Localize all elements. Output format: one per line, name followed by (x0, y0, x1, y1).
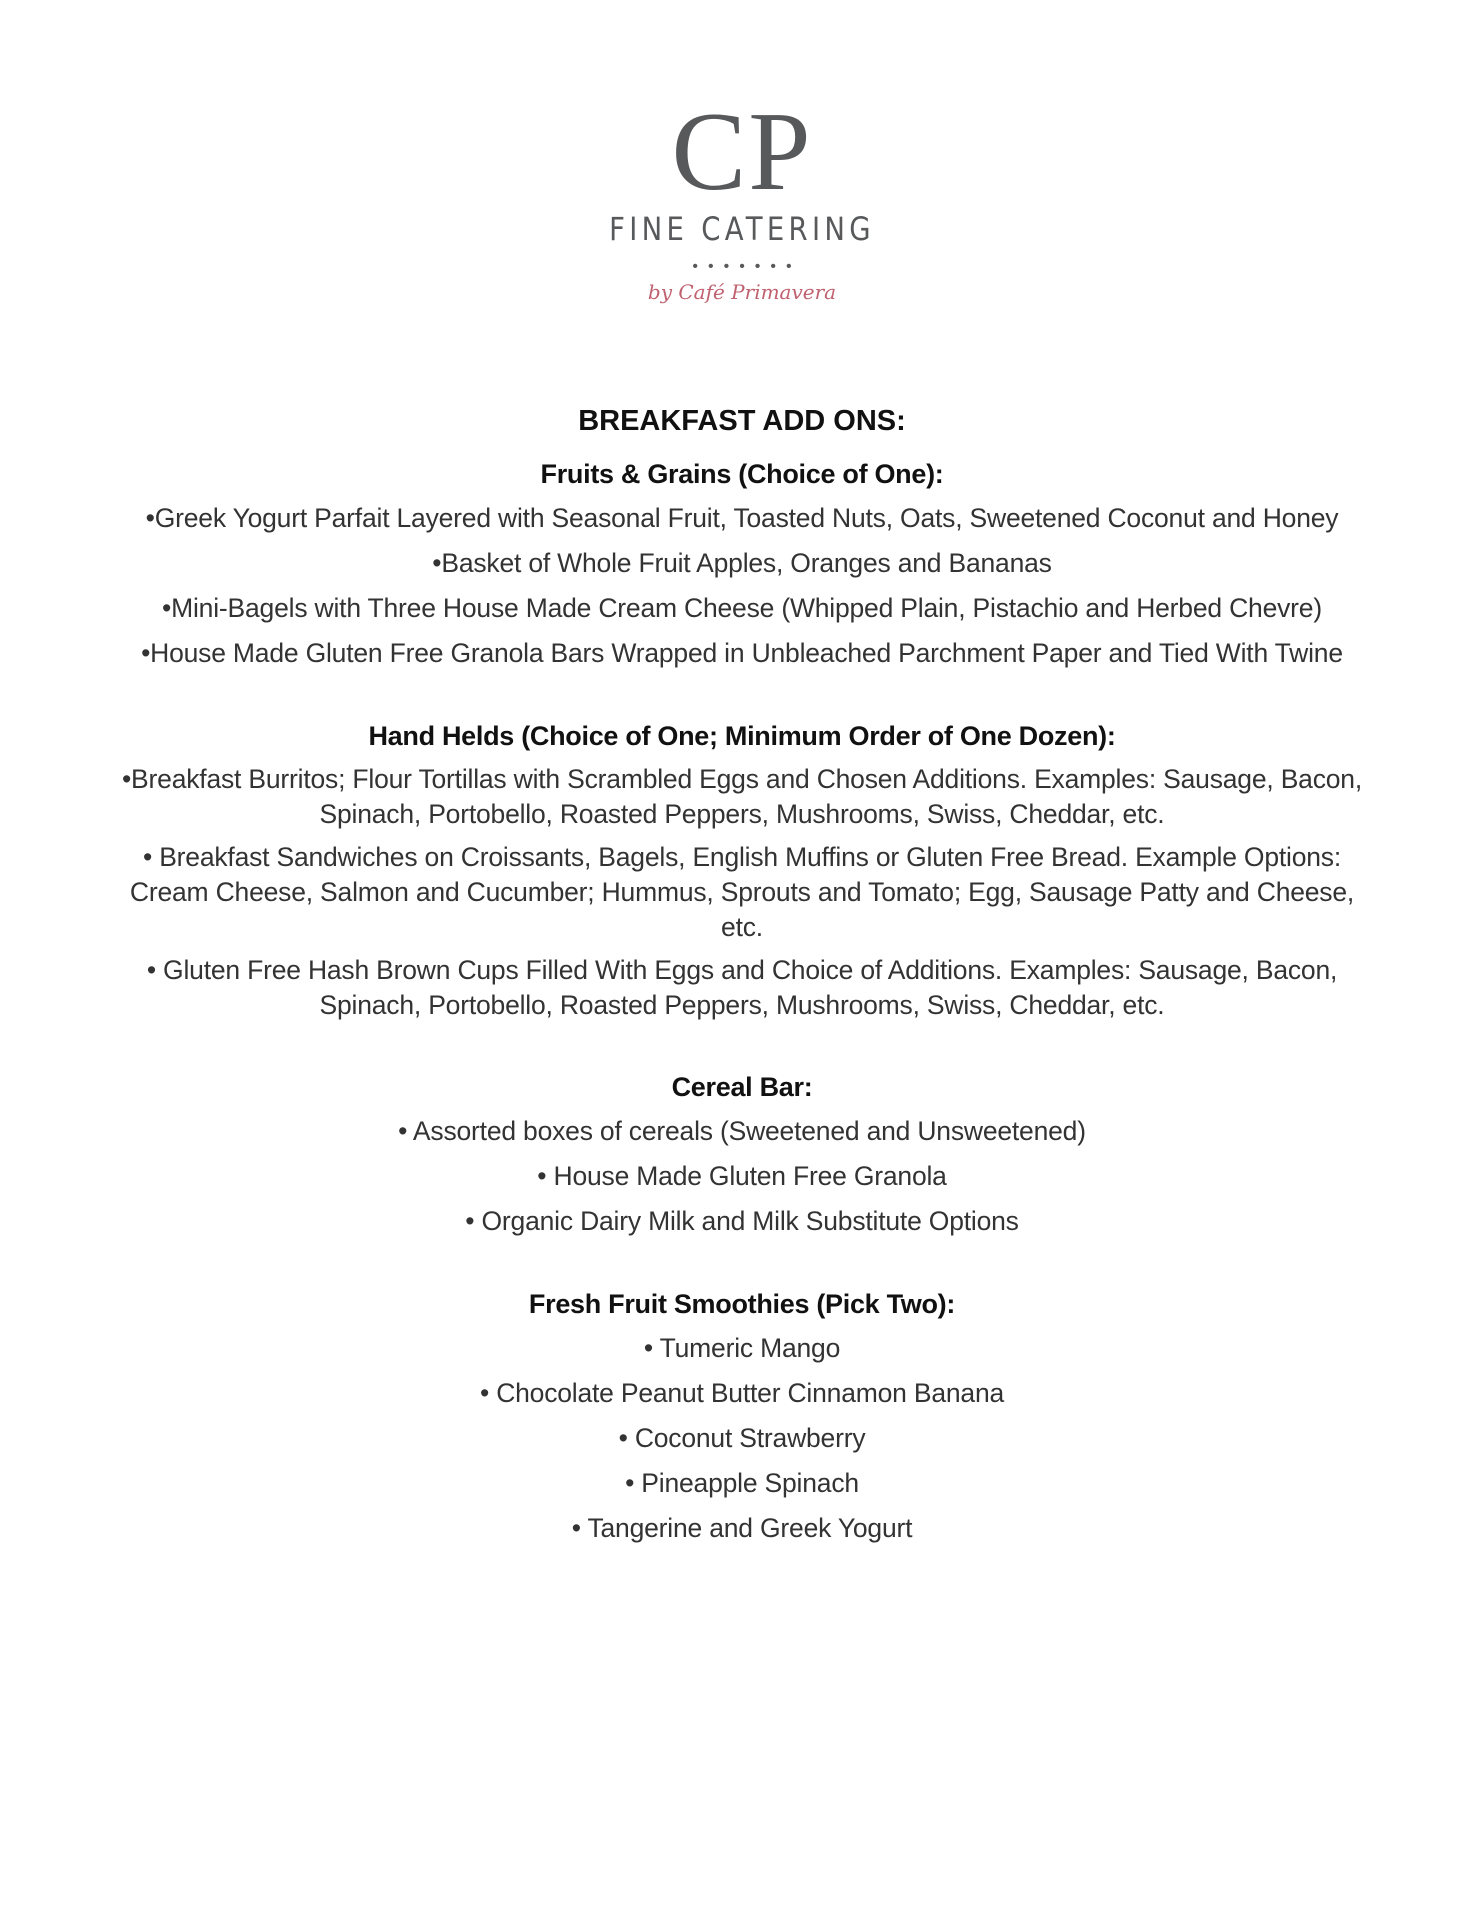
logo (0, 90, 1484, 304)
section-cereal-bar (80, 1065, 1404, 1244)
list-item: • Chocolate Peanut Butter Cinnamon Banana (479, 1378, 1005, 1408)
item-list (80, 496, 1404, 676)
logo-company-name: FINE CATERING (609, 210, 875, 248)
section-heading: Hand Helds (Choice of One; Minimum Order of One Dozen): (368, 721, 1116, 751)
list-item: • Gluten Free Hash Brown Cups Filled With Eggs and Choice of Additions. Examples: Sausage, Bacon, Spinach, Portobello, Roasted Peppers, Mushrooms, Swiss, Cheddar, etc. (146, 955, 1338, 1020)
list-item: •Greek Yogurt Parfait Layered with Seasonal Fruit, Toasted Nuts, Oats, Sweetened Coconut and Honey (145, 503, 1339, 533)
list-item: • Organic Dairy Milk and Milk Substitute Options (465, 1206, 1019, 1236)
section-heading: Fruits & Grains (Choice of One): (540, 459, 944, 489)
list-item: • Tangerine and Greek Yogurt (571, 1513, 913, 1543)
logo-signature: by Café Primavera (647, 280, 837, 304)
list-item: • Breakfast Sandwiches on Croissants, Bagels, English Muffins or Gluten Free Bread. Example Options: Cream Cheese, Salmon and Cucumber; Hummus, Sprouts and Tomato; Egg, Sausage Patty and Cheese, etc. (129, 842, 1355, 942)
logo-mark: CP (671, 90, 813, 214)
section-heading: Cereal Bar: (671, 1072, 813, 1102)
list-item: • Assorted boxes of cereals (Sweetened and Unsweetened) (398, 1116, 1086, 1146)
item-list (80, 1109, 1404, 1244)
section-fruits-grains (80, 452, 1404, 676)
list-item: •Breakfast Burritos; Flour Tortillas with Scrambled Eggs and Chosen Additions. Examples: Sausage, Bacon, Spinach, Portobello, Roasted Peppers, Mushrooms, Swiss, Cheddar, etc. (121, 764, 1362, 829)
item-list (80, 758, 1404, 1027)
list-item: •Mini-Bagels with Three House Made Cream Cheese (Whipped Plain, Pistachio and Herbed Chevre) (162, 593, 1322, 623)
list-item: • House Made Gluten Free Granola (537, 1161, 947, 1191)
list-item: •House Made Gluten Free Granola Bars Wrapped in Unbleached Parchment Paper and Tied With Twine (141, 638, 1343, 668)
menu-content (80, 396, 1404, 1551)
section-heading: Fresh Fruit Smoothies (Pick Two): (528, 1289, 956, 1319)
logo-dots: ••••••• (692, 258, 802, 275)
list-item: •Basket of Whole Fruit Apples, Oranges and Bananas (432, 548, 1052, 578)
page-title: BREAKFAST ADD ONS: (578, 405, 906, 437)
section-smoothies (80, 1282, 1404, 1551)
list-item: • Tumeric Mango (643, 1333, 841, 1363)
item-list (80, 1326, 1404, 1551)
list-item: • Coconut Strawberry (618, 1423, 866, 1453)
section-hand-helds (80, 714, 1404, 1027)
list-item: • Pineapple Spinach (625, 1468, 859, 1498)
